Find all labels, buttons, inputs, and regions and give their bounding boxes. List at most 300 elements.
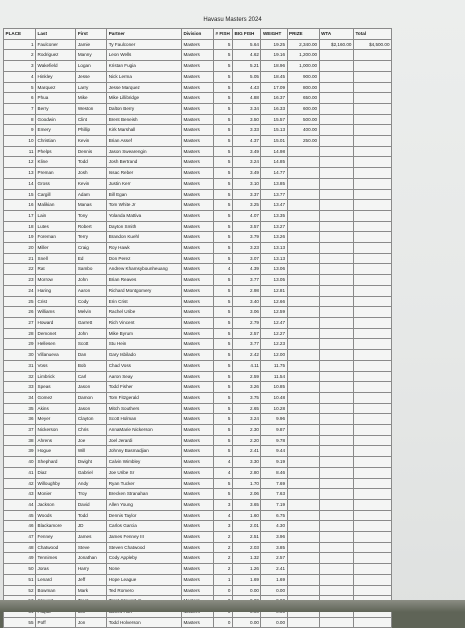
table-cell: 18.96 [261, 61, 287, 72]
table-cell [287, 360, 319, 371]
table-cell: 9.96 [261, 414, 287, 425]
table-cell [287, 221, 319, 232]
table-cell: 37 [4, 425, 36, 436]
table-cell: Lain [36, 210, 76, 221]
table-cell: 3.25 [232, 200, 260, 211]
table-row [4, 564, 392, 575]
table-cell: None [107, 564, 182, 575]
table-cell: 3 [213, 499, 232, 510]
table-cell: 5 [213, 200, 232, 211]
table-row [4, 403, 392, 414]
table-row [4, 61, 392, 72]
table-cell: Joe [76, 435, 107, 446]
table-cell: Demonet [36, 328, 76, 339]
table-cell: 3 [4, 61, 36, 72]
table-cell [353, 93, 391, 104]
table-cell [287, 264, 319, 275]
table-cell: 7.63 [261, 489, 287, 500]
table-cell [353, 510, 391, 521]
table-cell: 5 [213, 478, 232, 489]
table-cell: Jesse Marquez [107, 82, 182, 93]
table-cell: Carl [76, 371, 107, 382]
table-cell: 12.81 [261, 285, 287, 296]
table-cell: Jason [76, 403, 107, 414]
table-cell: 3.24 [232, 157, 260, 168]
table-cell: Aaron Seay [107, 371, 182, 382]
table-cell: 12.23 [261, 339, 287, 350]
table-cell: 5 [213, 168, 232, 179]
table-cell: Harry [76, 564, 107, 575]
table-cell: Rich Vincent [107, 317, 182, 328]
table-cell: Ryan Tucker [107, 478, 182, 489]
table-cell: 5 [4, 82, 36, 93]
table-cell: Voss [36, 360, 76, 371]
table-cell: Bowman [36, 585, 76, 596]
table-cell: 5 [213, 382, 232, 393]
table-cell: 28 [4, 328, 36, 339]
table-cell: Diaz [36, 467, 76, 478]
table-cell: Poff [36, 617, 76, 628]
table-cell [287, 574, 319, 585]
table-cell: 39 [4, 446, 36, 457]
table-cell: Dan [76, 350, 107, 361]
table-cell: 3.49 [232, 146, 260, 157]
table-cell: 42 [4, 478, 36, 489]
table-cell: 5 [213, 103, 232, 114]
table-cell: Masters [181, 275, 213, 286]
table-cell: 500.00 [287, 114, 319, 125]
table-cell: Tom Fitzgerald [107, 392, 182, 403]
table-cell: Masters [181, 61, 213, 72]
table-cell: 4 [4, 71, 36, 82]
table-row [4, 532, 392, 543]
table-cell [319, 499, 353, 510]
table-cell [319, 178, 353, 189]
table-cell [319, 371, 353, 382]
table-cell [287, 157, 319, 168]
table-cell: 4.11 [232, 360, 260, 371]
table-cell: Craig [76, 243, 107, 254]
table-cell [353, 136, 391, 147]
table-cell [353, 125, 391, 136]
table-cell [319, 189, 353, 200]
table-cell: 1.32 [232, 553, 260, 564]
table-cell: 3.57 [232, 221, 260, 232]
table-cell [353, 275, 391, 286]
table-cell: 7.69 [261, 478, 287, 489]
table-cell: 3.06 [232, 307, 260, 318]
table-cell: Limbrick [36, 371, 76, 382]
table-cell: 400.00 [287, 125, 319, 136]
table-cell: 5 [213, 253, 232, 264]
table-cell: 46 [4, 521, 36, 532]
table-cell: Masters [181, 157, 213, 168]
table-cell [353, 232, 391, 243]
table-cell [319, 264, 353, 275]
table-cell: Wakefield [36, 61, 76, 72]
table-cell [287, 510, 319, 521]
table-row [4, 339, 392, 350]
table-cell: 32 [4, 371, 36, 382]
table-cell: 8.46 [261, 467, 287, 478]
table-cell: 2.59 [232, 371, 260, 382]
table-cell [353, 114, 391, 125]
table-cell: Justin Kerr [107, 178, 182, 189]
table-cell [287, 542, 319, 553]
table-row [4, 253, 392, 264]
table-cell: Mitch Southers [107, 403, 182, 414]
table-row [4, 360, 392, 371]
table-cell: 600.00 [287, 103, 319, 114]
table-cell: 0 [213, 617, 232, 628]
table-cell: Clint [76, 114, 107, 125]
table-cell [287, 210, 319, 221]
table-cell [353, 392, 391, 403]
table-cell: Bill Egan [107, 189, 182, 200]
table-cell: Masters [181, 425, 213, 436]
table-row [4, 574, 392, 585]
table-cell [319, 103, 353, 114]
table-cell: Roy Hawk [107, 243, 182, 254]
table-cell [353, 189, 391, 200]
table-cell: Jackson [36, 499, 76, 510]
table-cell [287, 307, 319, 318]
table-cell [319, 307, 353, 318]
table-cell: Joe Uribe Sr [107, 467, 182, 478]
table-cell: 3.40 [232, 296, 260, 307]
table-cell: Mike Byrum [107, 328, 182, 339]
table-row [4, 553, 392, 564]
table-cell: 2 [213, 532, 232, 543]
table-cell: Masters [181, 189, 213, 200]
table-cell: Preman [36, 168, 76, 179]
table-cell: Masters [181, 285, 213, 296]
table-cell: 1,000.00 [287, 61, 319, 72]
table-cell: Todd Fisher [107, 382, 182, 393]
table-cell [287, 553, 319, 564]
table-cell: Shephard [36, 457, 76, 468]
table-row [4, 146, 392, 157]
table-cell [319, 221, 353, 232]
table-cell: 2.06 [232, 489, 260, 500]
table-row [4, 296, 392, 307]
table-cell [353, 221, 391, 232]
table-cell: Phelps [36, 146, 76, 157]
table-cell: Masters [181, 136, 213, 147]
table-cell: Jason [76, 382, 107, 393]
table-cell [353, 542, 391, 553]
table-cell: $4,500.00 [353, 39, 391, 50]
table-cell: Masters [181, 467, 213, 478]
table-cell: Masters [181, 553, 213, 564]
table-cell: 900.00 [287, 71, 319, 82]
table-cell [319, 328, 353, 339]
table-cell: 4 [213, 467, 232, 478]
table-cell: Masters [181, 243, 213, 254]
table-cell: 4.07 [232, 210, 260, 221]
table-cell: 2.80 [232, 467, 260, 478]
table-cell: Steve [76, 542, 107, 553]
table-cell [319, 360, 353, 371]
table-cell: 9.78 [261, 435, 287, 446]
table-cell: 2.57 [232, 328, 260, 339]
table-cell: Manas [76, 200, 107, 211]
table-cell: 21 [4, 253, 36, 264]
table-cell [353, 425, 391, 436]
table-cell: 5 [213, 221, 232, 232]
table-cell: Kristan Fugia [107, 61, 182, 72]
table-cell: Masters [181, 168, 213, 179]
table-cell: 14.77 [261, 168, 287, 179]
table-cell [287, 189, 319, 200]
table-row [4, 189, 392, 200]
table-cell: 3.77 [232, 275, 260, 286]
table-cell: 10.28 [261, 403, 287, 414]
table-cell: Hellesen [36, 339, 76, 350]
table-row [4, 499, 392, 510]
table-cell: Kevin [76, 178, 107, 189]
table-row [4, 210, 392, 221]
table-cell [319, 275, 353, 286]
table-cell: Bob [76, 360, 107, 371]
table-row [4, 82, 392, 93]
table-cell [353, 350, 391, 361]
table-cell [353, 178, 391, 189]
table-cell: Brandon Kuehl [107, 232, 182, 243]
table-row [4, 71, 392, 82]
table-cell: $2,160.00 [319, 39, 353, 50]
table-cell: 13.13 [261, 243, 287, 254]
table-row [4, 285, 392, 296]
table-cell: Phillip [76, 125, 107, 136]
table-row [4, 168, 392, 179]
table-cell: Ty Faulconer [107, 39, 182, 50]
table-cell: Masters [181, 200, 213, 211]
table-row [4, 414, 392, 425]
table-cell: Tom White Jr [107, 200, 182, 211]
table-cell: 3.79 [232, 232, 260, 243]
table-cell: Garrett [76, 317, 107, 328]
table-cell [353, 146, 391, 157]
table-cell: 10.48 [261, 392, 287, 403]
table-cell: 49 [4, 553, 36, 564]
header-row [4, 29, 392, 40]
table-cell: Masters [181, 617, 213, 628]
table-cell: Speas [36, 382, 76, 393]
table-cell [319, 478, 353, 489]
table-cell: 5.64 [232, 39, 260, 50]
table-cell [319, 585, 353, 596]
table-cell: Rodriguez [36, 50, 76, 61]
table-cell: Tennimes [36, 553, 76, 564]
table-cell [287, 532, 319, 543]
table-cell: Weston [76, 103, 107, 114]
table-cell: 11.75 [261, 360, 287, 371]
table-cell: 13 [4, 168, 36, 179]
table-row [4, 489, 392, 500]
table-cell: Haring [36, 285, 76, 296]
table-cell [287, 617, 319, 628]
table-cell: 31 [4, 360, 36, 371]
table-cell: 2.79 [232, 317, 260, 328]
table-cell [319, 553, 353, 564]
table-cell: 5 [213, 317, 232, 328]
table-cell: Josh [76, 168, 107, 179]
table-cell: 5 [213, 307, 232, 318]
table-cell [287, 489, 319, 500]
table-cell: Jonathan [76, 553, 107, 564]
table-cell: 26 [4, 307, 36, 318]
table-cell: 52 [4, 585, 36, 596]
table-cell: Dayton Smith [107, 221, 182, 232]
table-cell [353, 307, 391, 318]
table-cell: Masters [181, 328, 213, 339]
column-header: First [76, 29, 107, 40]
table-cell: 1 [213, 574, 232, 585]
table-cell: 45 [4, 510, 36, 521]
table-cell: Gross [36, 178, 76, 189]
table-cell: 12 [4, 157, 36, 168]
table-cell [353, 446, 391, 457]
table-cell: 18 [4, 221, 36, 232]
table-cell: 5 [213, 339, 232, 350]
table-cell: Robert [76, 221, 107, 232]
table-cell: Masters [181, 371, 213, 382]
table-cell: 7.19 [261, 499, 287, 510]
table-cell: 4.30 [261, 521, 287, 532]
column-header: Last [36, 29, 76, 40]
table-cell [319, 317, 353, 328]
table-cell: Masters [181, 542, 213, 553]
table-cell: 0.00 [232, 617, 260, 628]
table-cell: Manny [76, 50, 107, 61]
table-cell: 5.21 [232, 61, 260, 72]
table-cell [353, 564, 391, 575]
table-cell: Allen Young [107, 499, 182, 510]
table-cell: 11.54 [261, 371, 287, 382]
table-cell [319, 414, 353, 425]
table-cell: 8 [4, 114, 36, 125]
table-cell [319, 210, 353, 221]
table-cell: 0.00 [232, 585, 260, 596]
table-cell: 4.62 [232, 50, 260, 61]
table-cell: Masters [181, 264, 213, 275]
table-cell: Clayton [76, 414, 107, 425]
table-cell [287, 350, 319, 361]
table-cell: 18.45 [261, 71, 287, 82]
table-cell [319, 136, 353, 147]
table-cell: Phua [36, 93, 76, 104]
table-cell: 15 [4, 189, 36, 200]
table-cell: 4.88 [232, 93, 260, 104]
table-cell [353, 285, 391, 296]
table-cell: 2 [213, 553, 232, 564]
table-cell: 5 [213, 93, 232, 104]
table-cell [353, 414, 391, 425]
table-cell: Masters [181, 521, 213, 532]
table-cell: 2.98 [232, 285, 260, 296]
table-cell: Morrow [36, 275, 76, 286]
table-cell: 4.39 [232, 264, 260, 275]
table-cell: 2.51 [232, 532, 260, 543]
table-cell [319, 125, 353, 136]
table-cell: Hinkley [36, 71, 76, 82]
table-cell: Todd Holverson [107, 617, 182, 628]
table-cell: Christian [36, 136, 76, 147]
table-cell: Monier [36, 489, 76, 500]
table-cell [319, 350, 353, 361]
table-cell: 20 [4, 243, 36, 254]
table-cell: 5 [213, 82, 232, 93]
table-cell: Leon Wells [107, 50, 182, 61]
table-cell: 13.35 [261, 210, 287, 221]
table-cell: Gomez [36, 392, 76, 403]
table-row [4, 425, 392, 436]
table-cell: 5 [213, 350, 232, 361]
table-cell: 5 [213, 296, 232, 307]
table-cell: 5 [213, 425, 232, 436]
table-row [4, 435, 392, 446]
table-cell: 5 [213, 50, 232, 61]
table-cell: Johnny Basmadjian [107, 446, 182, 457]
table-cell: Todd [76, 510, 107, 521]
table-cell [319, 467, 353, 478]
table-cell: 3.96 [261, 532, 287, 543]
table-cell: Masters [181, 403, 213, 414]
table-cell: Scott Holman [107, 414, 182, 425]
table-cell: 13.26 [261, 232, 287, 243]
table-cell: 3.23 [232, 243, 260, 254]
table-cell [287, 446, 319, 457]
table-cell: Jeff [76, 574, 107, 585]
table-cell: Miller [36, 243, 76, 254]
table-row [4, 307, 392, 318]
column-header: PLACE [4, 29, 36, 40]
table-cell [287, 296, 319, 307]
table-cell: 2.57 [261, 553, 287, 564]
table-cell: Rat [36, 264, 76, 275]
table-cell: 12.00 [261, 350, 287, 361]
table-cell [319, 446, 353, 457]
table-cell: John [76, 328, 107, 339]
table-cell [353, 210, 391, 221]
table-cell [287, 285, 319, 296]
table-cell: Marquez [36, 82, 76, 93]
table-cell: 5 [213, 435, 232, 446]
table-cell [287, 414, 319, 425]
table-cell [353, 467, 391, 478]
table-cell [353, 296, 391, 307]
table-cell: Masters [181, 457, 213, 468]
table-cell: 15.13 [261, 125, 287, 136]
table-cell: 12.27 [261, 328, 287, 339]
table-cell: 5 [213, 189, 232, 200]
table-cell [319, 285, 353, 296]
table-cell: Carlos Garcia [107, 521, 182, 532]
table-cell: 2.03 [232, 542, 260, 553]
table-cell [287, 585, 319, 596]
table-cell: 5 [213, 178, 232, 189]
table-cell: 4.37 [232, 136, 260, 147]
table-cell: David [76, 499, 107, 510]
table-cell: 0.00 [261, 585, 287, 596]
table-cell: Rachel Uribe [107, 307, 182, 318]
table-cell: 25 [4, 296, 36, 307]
table-cell: 3.33 [232, 125, 260, 136]
table-cell: AnnaMarie Nickerson [107, 425, 182, 436]
table-cell [319, 71, 353, 82]
table-cell: 5 [213, 136, 232, 147]
